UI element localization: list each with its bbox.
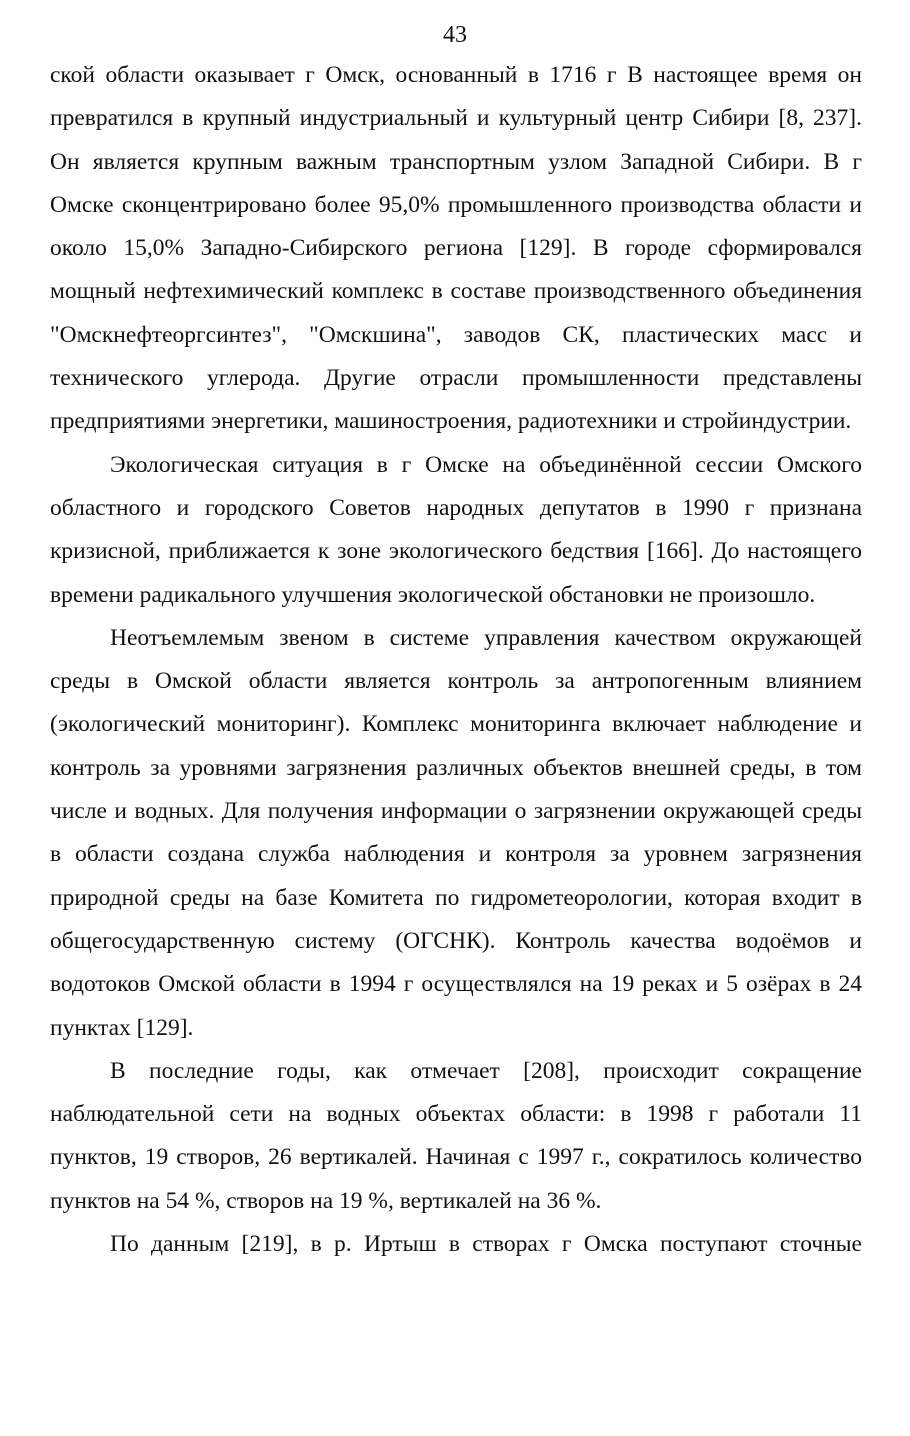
- paragraph-observation-network: В последние годы, как отмечает [208], происходит сокращение наблюдательной сети на водных объектах области: в 1998 г работали 11 пунктов, 19 створов, 26 вертикалей. Начиная с 1997 г., сократилось количество пунктов на 54 %, створов на 19 %, вертикалей на 36 %.: [50, 1057, 862, 1214]
- document-body: [50, 54, 862, 1266]
- paragraph-monitoring: Неотъемлемым звеном в системе управления качеством окружающей среды в Омской области является контроль за антропогенным влиянием (экологический мониторинг). Комплекс мониторинга включает наблюдение и контроль за уровнями загрязнения различных объектов внешней среды, в том числе и водных. Для получения информации о загрязнении окружающей среды в области создана служба наблюдения и контроля за уровнем загрязнения природной среды на базе Комитета по гидрометеорологии, которая входит в общегосударственную систему (ОГСНК). Контроль качества водоёмов и водотоков Омской области в 1994 г осуществлялся на 19 реках и 5 озёрах в 24 пунктах [129].: [50, 624, 862, 1041]
- page-number: 43: [443, 22, 467, 48]
- paragraph-ecological-situation: Экологическая ситуация в г Омске на объединённой сессии Омского областного и городского Советов народных депутатов в 1990 г признана кризисной, приближается к зоне экологического бедствия [166]. До настоящего времени радикального улучшения экологической обстановки не произошло.: [50, 451, 862, 608]
- paragraph-continuation: ской области оказывает г Омск, основанный в 1716 г В настоящее время он превратился в крупный индустриальный и культурный центр Сибири [8, 237]. Он является крупным важным транспортным узлом Западной Сибири. В г Омске сконцентрировано более 95,0% промышленного производства области и около 15,0% Западно-Сибирского региона [129]. В городе сформировался мощный нефтехимический комплекс в составе производственного объединения "Омскнефтеоргсинтез", "Омскшина", заводов СК, пластических масс и технического углерода. Другие отрасли промышленности представлены предприятиями энергетики, машиностроения, радиотехники и стройиндустрии.: [50, 62, 862, 435]
- paragraph-irtysh-discharge: По данным [219], в р. Иртыш в створах г Омска поступают сточные: [110, 1231, 862, 1258]
